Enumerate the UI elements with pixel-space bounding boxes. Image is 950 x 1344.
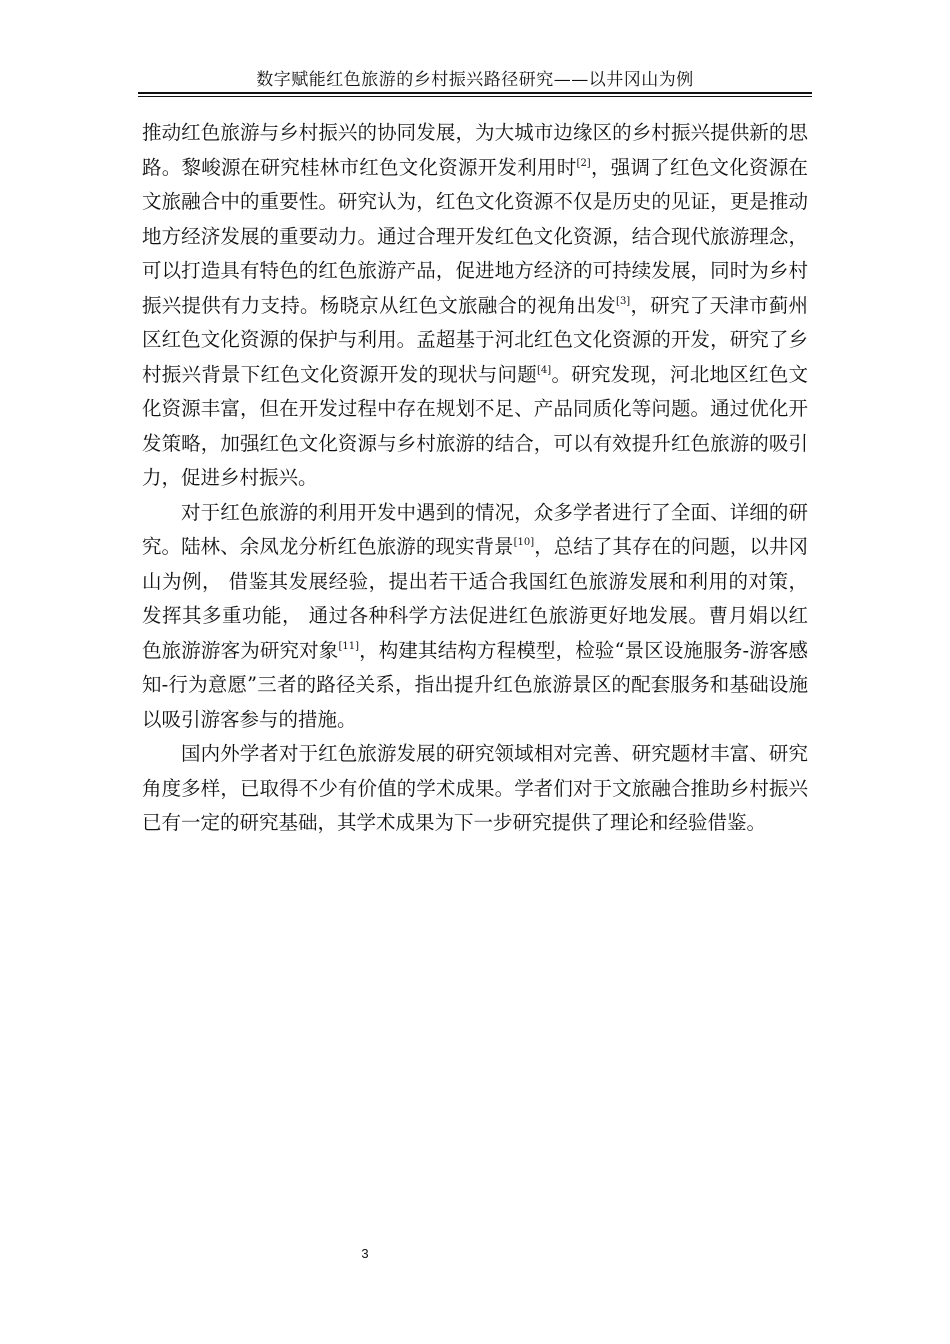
- text-run: ，研究了天津市蓟州区红色文化资源的保护与利用。孟超基于河北红色文化资源的开发，研究了乡村振兴背景下红色文化资源开发的现状与问题: [142, 293, 808, 386]
- citation-ref: [11]: [338, 640, 359, 652]
- header-rule-thin: [138, 96, 812, 97]
- citation-ref: [10]: [513, 537, 535, 548]
- header-rule-thick: [138, 92, 812, 94]
- citation-ref: [3]: [616, 295, 631, 307]
- text-run: ，强调了红色文化资源在文旅融合中的重要性。研究认为，红色文化资源不仅是历史的见证，更是推动地方经济发展的重要动力。通过合理开发红色文化资源，结合现代旅游理念，可以打造具有特色的红色旅游产品，促进地方经济的可持续发展，同时为乡村振兴提供有力支持。杨晓京从红色文旅融合的视角出发: [142, 155, 808, 317]
- running-header: 数字赋能红色旅游的乡村振兴路径研究——以井冈山为例: [256, 70, 694, 90]
- text-run: ，构建其结构方程模型，检验“景区设施服务-游客感知-行为意愿”三者的路径关系，指出提升红色旅游景区的配套服务和基础设施以吸引游客参与的措施。: [142, 638, 808, 731]
- text-run: 对于红色旅游的利用开发中遇到的情况，众多学者进行了全面、详细的研究。陆林、余凤龙分析红色旅游的现实背景: [142, 500, 808, 558]
- text-run: 。研究发现，河北地区红色文化资源丰富，但在开发过程中存在规划不足、产品同质化等问题。通过优化开发策略，加强红色文化资源与乡村旅游的结合，可以有效提升红色旅游的吸引力，促进乡村振兴。: [142, 362, 808, 489]
- paragraph: [142, 116, 808, 496]
- paragraph: [142, 737, 808, 841]
- text-run: 推动红色旅游与乡村振兴的协同发展，为大城市边缘区的乡村振兴提供新的思路。黎峻源在研究桂林市红色文化资源开发利用时: [142, 121, 808, 179]
- page-number: 3: [361, 1246, 369, 1261]
- text-run: ，总结了其存在的问题，以井冈山为例， 借鉴其发展经验，提出若干适合我国红色旅游发展和利用的对策，发挥其多重功能， 通过各种科学方法促进红色旅游更好地发展。曹月娟以红色旅游游客为研究对象: [142, 535, 808, 662]
- paragraph: [142, 496, 808, 738]
- body-text: [142, 116, 808, 841]
- citation-ref: [4]: [537, 364, 552, 376]
- citation-ref: [2]: [576, 157, 591, 169]
- text-run: 国内外学者对于红色旅游发展的研究领域相对完善、研究题材丰富、研究角度多样，已取得不少有价值的学术成果。学者们对于文旅融合推助乡村振兴已有一定的研究基础，其学术成果为下一步研究提供了理论和经验借鉴。: [142, 742, 808, 834]
